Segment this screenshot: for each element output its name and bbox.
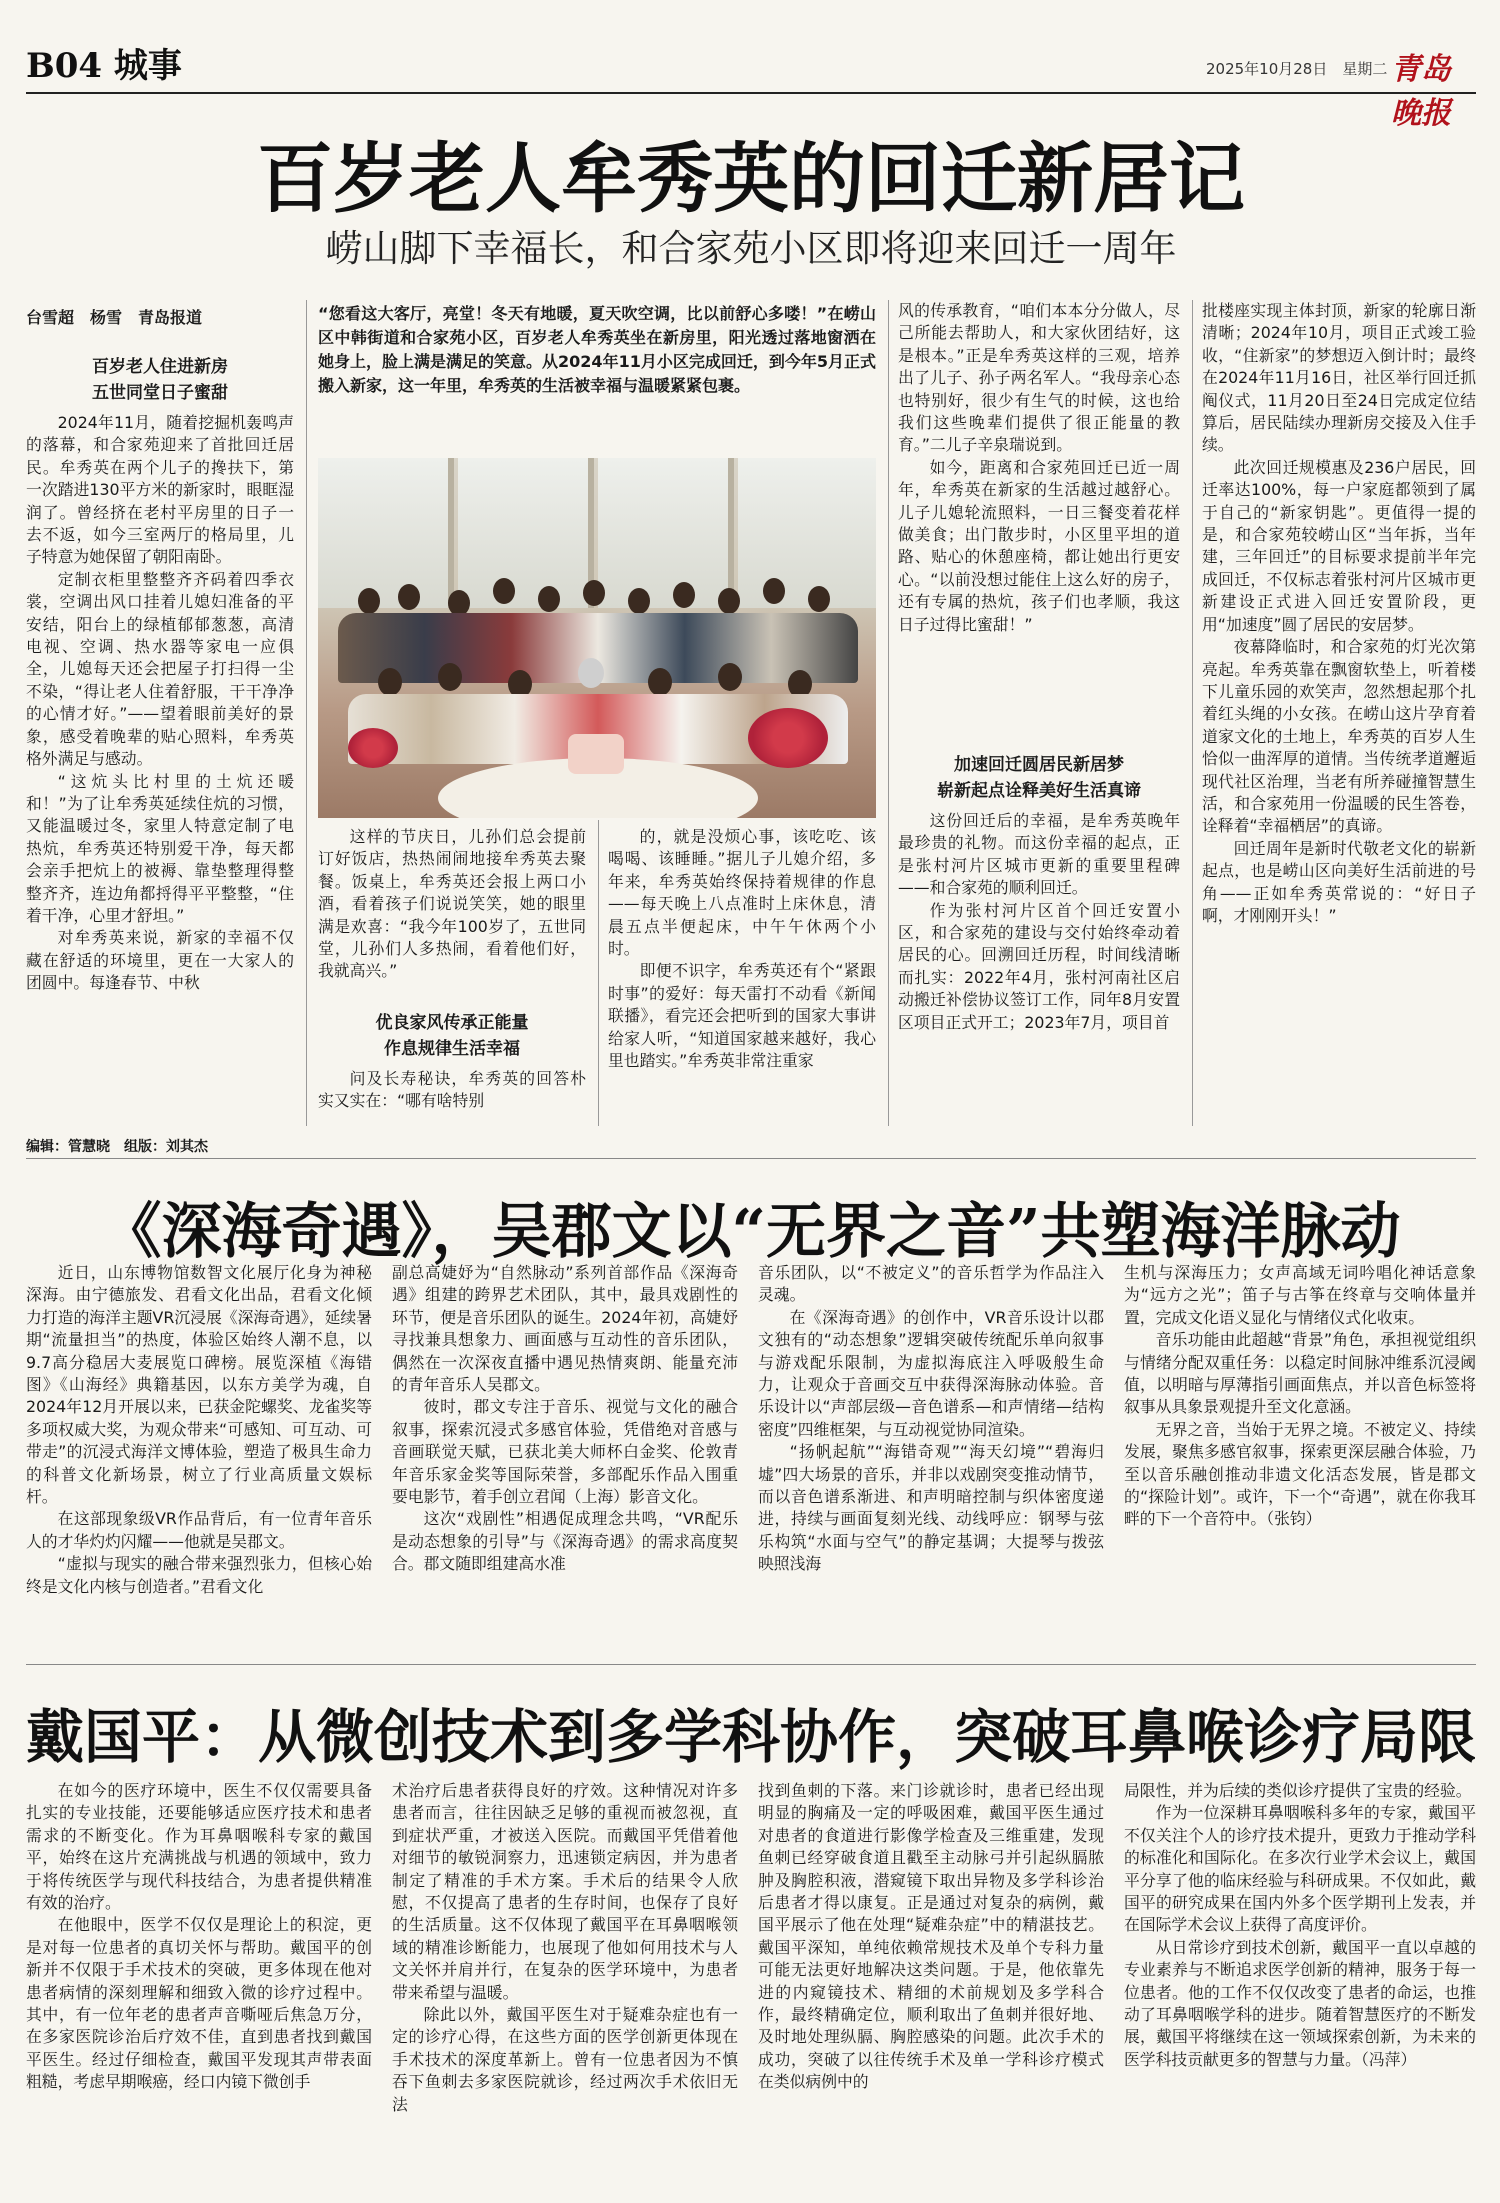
article2-col-4: 生机与深海压力；女声高域无词吟唱化神话意象为“远方之光”；笛子与古筝在终章与交响体量并置，完成文化语义显化与情绪仪式化收束。 音乐功能由此超越“背景”角色，承担视觉组织与情绪分配双重任务：以稳定时间脉冲维系沉浸阈值，以明暗与厚薄指引画面焦点，并以音色标签将叙事从具象景观提升至文化意涵。 无界之音，当始于无界之境。不被定义、持续发展，聚焦多感官叙事，探索更深层融合体验，乃至以音乐融创推动非遗文化活态发展，皆是郡文的“探险计划”。或许，下一个“奇遇”，就在你我耳畔的下一个音符中。（张钧） [1124,1263,1476,1529]
article1-byline: 台雪超 杨雪 青岛报道 [26,308,203,327]
issue-date: 2025年10月28日 星期二 [1206,60,1388,78]
article1-subhead-1: 百岁老人住进新房 五世同堂日子蜜甜 [92,357,228,403]
article1-subhead-2: 优良家风传承正能量 作息规律生活幸福 [375,1013,529,1059]
article1-subtitle: 崂山脚下幸福长，和合家苑小区即将迎来回迁一周年 [325,227,1177,270]
header-rule [26,92,1476,94]
section-label: B04 城事 [26,46,182,86]
article1-col-5: 批楼座实现主体封顶，新家的轮廓日渐清晰；2024年10月，项目正式竣工验收，“住新家”的梦想迈入倒计时；最终在2024年11月16日，社区举行回迁抓阄仪式，11月20日至24日完成定位结算后，居民陆续办理新房交接及入住手续。 此次回迁规模惠及236户居民，回迁率达100%，每一户家庭都领到了属于自己的“新家钥匙”。更值得一提的是，和合家苑较崂山区“当年拆，当年建，三年回迁”的目标要求提前半年完成回迁，不仅标志着张村河片区城市更新建设正式进入回迁安置阶段，更用“加速度”圆了居民的安居梦。 夜幕降临时，和合家苑的灯光次第亮起。牟秀英靠在飘窗软垫上，听着楼下儿童乐园的欢笑声，忽然想起那个扎着红头绳的小女孩。在崂山这片孕育着道家文化的土地上，牟秀英的百岁人生恰似一曲浑厚的道情。当传统孝道邂逅现代社区治理，当老有所养碰撞智慧生活，和合家苑用一份温暖的民生答卷，诠释着“幸福栖居”的真谛。 回迁周年是新时代敬老文化的崭新起点，也是崂山区向美好生活前进的号角——正如牟秀英常说的：“好日子啊，才刚刚开头！” [1202,301,1476,925]
article1-lead: “您看这大客厅，亮堂！冬天有地暖，夏天吹空调，比以前舒心多喽！”在崂山区中韩街道和合家苑小区，百岁老人牟秀英坐在新房里，阳光透过落地窗洒在她身上，脸上满是满足的笑意。从2024年11月小区完成回迁，到今年5月正式搬入新家，这一年里，牟秀英的生活被幸福与温暖紧紧包裹。 [318,304,876,395]
article2-col-3: 音乐团队，以“不被定义”的音乐哲学为作品注入灵魂。 在《深海奇遇》的创作中，VR音乐设计以郡文独有的“动态想象”逻辑突破传统配乐单向叙事与游戏配乐限制，为虚拟海底注入呼吸般生命力，让观众于音画交互中获得深海脉动体验。音乐设计以“声部层级—音色谱系—和声情绪—结构密度”四维框架，与互动视觉协同渲染。 “扬帆起航”“海错奇观”“海天幻境”“碧海归墟”四大场景的音乐，并非以戏剧突变推动情节，而以音色谱系渐进、和声明暗控制与织体密度递进，持续与画面复刻光线、动线呼应：钢琴与弦乐构筑“水面与空气”的静定基调；大提琴与拨弦映照浅海 [758,1263,1104,1574]
family-photo [318,458,876,818]
article1-col-4: 风的传承教育，“咱们本本分分做人，尽己所能去帮助人，和大家伙团结好，这是根本。”正是牟秀英这样的三观，培养出了儿子、孙子两名军人。“我母亲心态也特别好，很少有生气的时候，这也给我们这些晚辈们提供了很正能量的教育。”二儿子辛泉瑞说到。 如今，距离和合家苑回迁已近一周年，牟秀英在新家的生活越过越舒心。儿子儿媳轮流照料，一日三餐变着花样做美食；出门散步时，小区里平坦的道路、贴心的休憩座椅，都让她出行更安心。“以前没想过能住上这么好的房子，还有专属的热炕，孩子们也孝顺，我这日子过得比蜜甜！” [898,301,1180,634]
article1-col-2b: 问及长寿秘诀，牟秀英的回答朴实又实在：“哪有啥特别 [318,1069,586,1111]
article1-col-3: 的，就是没烦心事，该吃吃、该喝喝、该睡睡。”据儿子儿媳介绍，多年来，牟秀英始终保持着规律的作息——每天晚上八点准时上床休息，清晨五点半便起床，中午午休两个小时。 即便不识字，牟秀英还有个“紧跟时事”的爱好：每天雷打不动看《新闻联播》，看完还会把听到的国家大事讲给家人听，“知道国家越来越好，我心里也踏实。”牟秀英非常注重家 [608,827,876,1071]
article3-col-2: 术治疗后患者获得良好的疗效。这种情况对许多患者而言，往往因缺乏足够的重视而被忽视，直到症状严重，才被送入医院。而戴国平凭借着他对细节的敏锐洞察力，迅速锁定病因，并为患者制定了精准的手术方案。手术后的结果令人欣慰，不仅提高了患者的生存时间，也保存了良好的生活质量。这不仅体现了戴国平在耳鼻咽喉领域的精准诊断能力，也展现了他如何用技术与人文关怀并肩并行，在复杂的医学环境中，为患者带来希望与温暖。 除此以外，戴国平医生对于疑难杂症也有一定的诊疗心得，在这些方面的医学创新更体现在手术技术的深度革新上。曾有一位患者因为不慎吞下鱼刺去多家医院就诊，经过两次手术依旧无法 [392,1781,738,2114]
article3-col-1: 在如今的医疗环境中，医生不仅仅需要具备扎实的专业技能，还要能够适应医疗技术和患者需求的不断变化。作为耳鼻咽喉科专家的戴国平，始终在这片充满挑战与机遇的领域中，致力于将传统医学与现代科技结合，为患者提供精准有效的治疗。 在他眼中，医学不仅仅是理论上的积淀，更是对每一位患者的真切关怀与帮助。戴国平的创新并不仅限于手术技术的突破，更多体现在他对患者病情的深刻理解和细致入微的诊疗过程中。其中，有一位年老的患者声音嘶哑后焦急万分，在多家医院诊治后疗效不佳，直到患者找到戴国平医生。经过仔细检查，戴国平发现其声带表面粗糙，考虑早期喉癌，经口内镜下微创手 [26,1781,372,2092]
editor-credit: 编辑：管慧晓 组版：刘其杰 [26,1139,208,1155]
newspaper-logo: 青岛晚报 [1391,52,1451,131]
article1-subhead-3: 加速回迁圆居民新居梦 崭新起点诠释美好生活真谛 [937,755,1141,801]
article2-title: 《深海奇遇》，吴郡文以“无界之音”共塑海洋脉动 [101,1197,1401,1267]
article3-col-4: 局限性，并为后续的类似诊疗提供了宝贵的经验。 作为一位深耕耳鼻咽喉科多年的专家，戴国平不仅关注个人的诊疗技术提升，更致力于推动学科的标准化和国际化。在多次行业学术会议上，戴国平分享了他的临床经验与科研成果。不仅如此，戴国平的研究成果在国内外多个医学期刊上发表，并在国际学术会议上获得了高度评价。 从日常诊疗到技术创新，戴国平一直以卓越的专业素养与不断追求医学创新的精神，服务于每一位患者。他的工作不仅仅改变了患者的命运，也推动了耳鼻咽喉学科的进步。随着智慧医疗的不断发展，戴国平将继续在这一领域探索创新，为未来的医学科技贡献更多的智慧与力量。（冯萍） [1124,1781,1476,2069]
article1-col-4b: 这份回迁后的幸福，是牟秀英晚年最珍贵的礼物。而这份幸福的起点，正是张村河片区城市更新的重要里程碑——和合家苑的顺利回迁。 作为张村河片区首个回迁安置小区，和合家苑的建设与交付始终牵动着居民的心。回溯回迁历程，时间线清晰而扎实：2022年4月，张村河南社区启动搬迁补偿协议签订工作，同年8月安置区项目正式开工；2023年7月，项目首 [898,811,1180,1032]
page-header [26,38,1476,131]
article2-col-1: 近日，山东博物馆数智文化展厅化身为神秘深海。由宁德旅发、君看文化出品，君看文化倾力打造的海洋主题VR沉浸展《深海奇遇》，延续暑期“流量担当”的热度，体验区始终人潮不息，以9.7高分稳居大麦展览口碑榜。展览深植《海错图》《山海经》典籍基因，以东方美学为魂，自2024年12月开展以来，已获金陀螺奖、龙雀奖等多项权威大奖，为观众带来“可感知、可互动、可带走”的沉浸式海洋文博体验，塑造了极具生命力的科普文化新场景，树立了行业高质量文娱标杆。 在这部现象级VR作品背后，有一位青年音乐人的才华灼灼闪耀——他就是吴郡文。 “虚拟与现实的融合带来强烈张力，但核心始终是文化内核与创造者。”君看文化 [26,1263,372,1596]
article1-col-1: 2024年11月，随着挖掘机轰鸣声的落幕，和合家苑迎来了首批回迁居民。牟秀英在两个儿子的搀扶下，第一次踏进130平方米的新家时，眼眶湿润了。曾经挤在老村平房里的日子一去不返，如今三室两厅的格局里，儿子特意为她保留了朝阳南卧。 定制衣柜里整整齐齐码着四季衣裳，空调出风口挂着儿媳妇准备的平安结，阳台上的绿植郁郁葱葱，高清电视、空调、热水器等家电一应俱全，儿媳每天还会把屋子打扫得一尘不染，“得让老人住着舒服，干干净净的心情才好。”——望着眼前美好的景象，感受着晚辈的贴心照料，牟秀英格外满足与感动。 “这炕头比村里的土炕还暖和！”为了让牟秀英延续住炕的习惯，又能温暖过冬，家里人特意定制了电热炕，牟秀英还特别爱干净，每天都会亲手把炕上的被褥、靠垫整理得整整齐齐，连边角都捋得平平整整，“住着干净，心里才舒坦。” 对牟秀英来说，新家的幸福不仅藏在舒适的环境里，更在一大家人的团圆中。每逢春节、中秋 [26,413,294,993]
article1-title: 百岁老人牟秀英的回迁新居记 [257,134,1245,223]
article1-col-2: 这样的节庆日，儿孙们总会提前订好饭店，热热闹闹地接牟秀英去聚餐。饭桌上，牟秀英还会报上两口小酒，看着孩子们说说笑笑，她的眼里满是欢喜：“我今年100岁了，五世同堂，儿孙们人多热闹，看着他们好，我就高兴。” [318,827,586,981]
article2-col-2: 副总高婕妤为“自然脉动”系列首部作品《深海奇遇》组建的跨界艺术团队，其中，最具戏剧性的环节，便是音乐团队的诞生。2024年初，高婕妤寻找兼具想象力、画面感与互动性的音乐团队，偶然在一次深夜直播中遇见热情爽朗、能量充沛的青年音乐人吴郡文。 彼时，郡文专注于音乐、视觉与文化的融合叙事，探索沉浸式多感官体验，凭借绝对音感与音画联觉天赋，已获北美大师杯白金奖、伦敦青年音乐家金奖等国际荣誉，多部配乐作品入围重要电影节，着手创立君闻（上海）影音文化。 这次“戏剧性”相遇促成理念共鸣，“VR配乐是动态想象的引导”与《深海奇遇》的需求高度契合。郡文随即组建高水准 [392,1263,738,1574]
article3-col-3: 找到鱼刺的下落。来门诊就诊时，患者已经出现明显的胸痛及一定的呼吸困难，戴国平医生通过对患者的食道进行影像学检查及三维重建，发现鱼刺已经穿破食道且戳至主动脉弓并引起纵膈脓肿及胸腔积液，潜窥镜下取出异物及多学科诊治后患者才得以康复。正是通过对复杂的病例，戴国平展示了他在处理“疑难杂症”中的精湛技艺。戴国平深知，单纯依赖常规技术及单个专科力量可能无法更好地解决这类问题。于是，他依靠先进的内窥镜技术、精细的术前规划及多学科合作，最终精确定位，顺利取出了鱼刺并很好地、及时地处理纵膈、胸腔感染的问题。此次手术的成功，突破了以往传统手术及单一学科诊疗模式在类似病例中的 [758,1781,1104,2092]
article3-title: 戴国平：从微创技术到多学科协作，突破耳鼻喉诊疗局限 [26,1703,1477,1771]
